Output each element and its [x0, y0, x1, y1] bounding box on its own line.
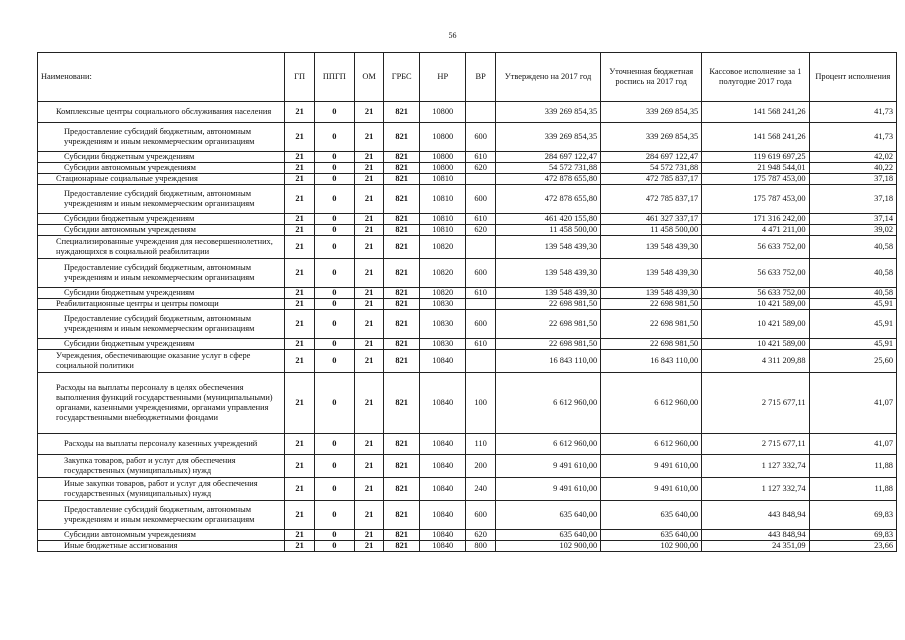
table-row: [38, 501, 897, 530]
cell-gp: 21: [285, 214, 314, 225]
table-row: [38, 299, 897, 310]
cell-percent: 40,58: [809, 288, 896, 299]
table-row: [38, 185, 897, 214]
cell-om: 21: [354, 259, 383, 288]
cell-vr: 620: [466, 530, 495, 541]
cell-ppgp: 0: [314, 478, 354, 501]
cell-om: 21: [354, 501, 383, 530]
cell-specified: 472 785 837,17: [601, 174, 702, 185]
cell-grbs: 821: [384, 185, 420, 214]
cell-approved: 22 698 981,50: [495, 310, 600, 339]
cell-name: Предоставление субсидий бюджетным, автономным учреждениям и иным некоммерческим организациям: [38, 185, 285, 214]
cell-vr: 610: [466, 288, 495, 299]
cell-specified: 6 612 960,00: [601, 434, 702, 455]
cell-om: 21: [354, 123, 383, 152]
cell-gp: 21: [285, 299, 314, 310]
header-cash: Кассовое исполнение за 1 полугодие 2017 года: [702, 53, 809, 102]
cell-specified: 339 269 854,35: [601, 102, 702, 123]
cell-name: Учреждения, обеспечивающие оказание услуг в сфере социальной политики: [38, 350, 285, 373]
cell-np: 10820: [420, 236, 466, 259]
cell-gp: 21: [285, 310, 314, 339]
cell-vr: 620: [466, 163, 495, 174]
cell-gp: 21: [285, 163, 314, 174]
cell-name: Расходы на выплаты персоналу казенных учреждений: [38, 434, 285, 455]
cell-np: 10810: [420, 225, 466, 236]
cell-approved: 6 612 960,00: [495, 434, 600, 455]
cell-name: Предоставление субсидий бюджетным, автономным учреждениям и иным некоммерческим организациям: [38, 310, 285, 339]
header-percent: Процент исполнения: [809, 53, 896, 102]
cell-percent: 41,73: [809, 123, 896, 152]
header-name: Наименовани:: [38, 53, 285, 102]
cell-cash: 2 715 677,11: [702, 434, 809, 455]
table-row: [38, 350, 897, 373]
cell-ppgp: 0: [314, 259, 354, 288]
cell-ppgp: 0: [314, 299, 354, 310]
cell-vr: 600: [466, 310, 495, 339]
cell-grbs: 821: [384, 530, 420, 541]
cell-specified: 472 785 837,17: [601, 185, 702, 214]
cell-name: Предоставление субсидий бюджетным, автономным учреждениям и иным некоммерческим организациям: [38, 123, 285, 152]
cell-gp: 21: [285, 259, 314, 288]
cell-approved: 139 548 439,30: [495, 236, 600, 259]
cell-gp: 21: [285, 123, 314, 152]
cell-name: Субсидии бюджетным учреждениям: [38, 214, 285, 225]
cell-grbs: 821: [384, 373, 420, 434]
cell-approved: 139 548 439,30: [495, 259, 600, 288]
cell-gp: 21: [285, 152, 314, 163]
cell-gp: 21: [285, 225, 314, 236]
cell-specified: 9 491 610,00: [601, 478, 702, 501]
cell-specified: 16 843 110,00: [601, 350, 702, 373]
cell-ppgp: 0: [314, 185, 354, 214]
cell-cash: 10 421 589,00: [702, 339, 809, 350]
cell-ppgp: 0: [314, 102, 354, 123]
table-row: [38, 288, 897, 299]
cell-grbs: 821: [384, 541, 420, 552]
cell-name: Расходы на выплаты персоналу в целях обеспечения выполнения функций государственными (муниципальными) органами, казенными учреждениями, органами управления государственными внебюджетными фондами: [38, 373, 285, 434]
cell-name: Закупка товаров, работ и услуг для обеспечения государственных (муниципальных) нужд: [38, 455, 285, 478]
cell-cash: 21 948 544,01: [702, 163, 809, 174]
cell-np: 10810: [420, 214, 466, 225]
cell-cash: 56 633 752,00: [702, 259, 809, 288]
cell-percent: 37,14: [809, 214, 896, 225]
cell-om: 21: [354, 541, 383, 552]
cell-approved: 284 697 122,47: [495, 152, 600, 163]
cell-grbs: 821: [384, 236, 420, 259]
cell-vr: 610: [466, 152, 495, 163]
cell-grbs: 821: [384, 214, 420, 225]
cell-ppgp: 0: [314, 236, 354, 259]
cell-cash: 2 715 677,11: [702, 373, 809, 434]
table-row: [38, 214, 897, 225]
cell-cash: 56 633 752,00: [702, 288, 809, 299]
cell-gp: 21: [285, 455, 314, 478]
cell-percent: 41,07: [809, 373, 896, 434]
cell-np: 10810: [420, 185, 466, 214]
cell-om: 21: [354, 530, 383, 541]
cell-approved: 472 878 655,80: [495, 174, 600, 185]
cell-gp: 21: [285, 373, 314, 434]
cell-vr: 200: [466, 455, 495, 478]
cell-specified: 635 640,00: [601, 530, 702, 541]
cell-cash: 4 311 209,88: [702, 350, 809, 373]
cell-name: Предоставление субсидий бюджетным, автономным учреждениям и иным некоммерческим организациям: [38, 259, 285, 288]
cell-cash: 1 127 332,74: [702, 478, 809, 501]
cell-ppgp: 0: [314, 455, 354, 478]
cell-vr: 600: [466, 185, 495, 214]
table-row: [38, 236, 897, 259]
cell-grbs: 821: [384, 152, 420, 163]
cell-ppgp: 0: [314, 310, 354, 339]
cell-ppgp: 0: [314, 373, 354, 434]
cell-specified: 139 548 439,30: [601, 288, 702, 299]
cell-name: Иные закупки товаров, работ и услуг для обеспечения государственных (муниципальных) нужд: [38, 478, 285, 501]
cell-ppgp: 0: [314, 225, 354, 236]
cell-specified: 139 548 439,30: [601, 259, 702, 288]
cell-specified: 22 698 981,50: [601, 339, 702, 350]
cell-specified: 102 900,00: [601, 541, 702, 552]
table-row: [38, 541, 897, 552]
cell-ppgp: 0: [314, 174, 354, 185]
cell-grbs: 821: [384, 455, 420, 478]
table-row: [38, 102, 897, 123]
cell-grbs: 821: [384, 339, 420, 350]
cell-grbs: 821: [384, 225, 420, 236]
cell-approved: 22 698 981,50: [495, 299, 600, 310]
cell-cash: 443 848,94: [702, 501, 809, 530]
cell-approved: 102 900,00: [495, 541, 600, 552]
page-number: 56: [448, 31, 457, 40]
cell-vr: 100: [466, 373, 495, 434]
cell-om: 21: [354, 455, 383, 478]
cell-vr: 600: [466, 123, 495, 152]
table-row: [38, 225, 897, 236]
cell-specified: 635 640,00: [601, 501, 702, 530]
cell-gp: 21: [285, 185, 314, 214]
cell-percent: 45,91: [809, 339, 896, 350]
cell-ppgp: 0: [314, 350, 354, 373]
cell-vr: [466, 350, 495, 373]
cell-percent: 42,02: [809, 152, 896, 163]
cell-percent: 69,83: [809, 530, 896, 541]
cell-approved: 9 491 610,00: [495, 478, 600, 501]
cell-approved: 339 269 854,35: [495, 123, 600, 152]
table-row: [38, 174, 897, 185]
cell-vr: 600: [466, 259, 495, 288]
header-grbs: ГРБС: [384, 53, 420, 102]
cell-om: 21: [354, 102, 383, 123]
cell-name: Реабилитационные центры и центры помощи: [38, 299, 285, 310]
cell-percent: 37,18: [809, 174, 896, 185]
cell-om: 21: [354, 350, 383, 373]
cell-om: 21: [354, 478, 383, 501]
cell-percent: 39,02: [809, 225, 896, 236]
cell-om: 21: [354, 236, 383, 259]
cell-approved: 339 269 854,35: [495, 102, 600, 123]
cell-approved: 472 878 655,80: [495, 185, 600, 214]
cell-approved: 16 843 110,00: [495, 350, 600, 373]
cell-cash: 10 421 589,00: [702, 299, 809, 310]
cell-om: 21: [354, 310, 383, 339]
header-vr: ВР: [466, 53, 495, 102]
cell-approved: 635 640,00: [495, 530, 600, 541]
cell-grbs: 821: [384, 350, 420, 373]
cell-name: Субсидии автономным учреждениям: [38, 163, 285, 174]
header-ppgp: ППГП: [314, 53, 354, 102]
header-om: ОМ: [354, 53, 383, 102]
table-row: [38, 478, 897, 501]
cell-cash: 24 351,09: [702, 541, 809, 552]
cell-np: 10840: [420, 350, 466, 373]
cell-grbs: 821: [384, 501, 420, 530]
cell-om: 21: [354, 174, 383, 185]
cell-specified: 22 698 981,50: [601, 310, 702, 339]
header-approved: Утверждено на 2017 год: [495, 53, 600, 102]
cell-ppgp: 0: [314, 288, 354, 299]
header-np: НР: [420, 53, 466, 102]
cell-np: 10840: [420, 455, 466, 478]
cell-grbs: 821: [384, 299, 420, 310]
header-gp: ГП: [285, 53, 314, 102]
cell-om: 21: [354, 373, 383, 434]
cell-cash: 119 619 697,25: [702, 152, 809, 163]
cell-cash: 141 568 241,26: [702, 102, 809, 123]
cell-percent: 45,91: [809, 299, 896, 310]
cell-approved: 54 572 731,88: [495, 163, 600, 174]
cell-approved: 6 612 960,00: [495, 373, 600, 434]
cell-cash: 175 787 453,00: [702, 185, 809, 214]
cell-om: 21: [354, 299, 383, 310]
cell-grbs: 821: [384, 174, 420, 185]
cell-gp: 21: [285, 478, 314, 501]
cell-grbs: 821: [384, 434, 420, 455]
cell-om: 21: [354, 152, 383, 163]
cell-specified: 339 269 854,35: [601, 123, 702, 152]
cell-gp: 21: [285, 501, 314, 530]
cell-percent: 11,88: [809, 455, 896, 478]
table-header-row: [38, 53, 897, 102]
cell-percent: 37,18: [809, 185, 896, 214]
cell-name: Субсидии бюджетным учреждениям: [38, 288, 285, 299]
cell-gp: 21: [285, 530, 314, 541]
cell-cash: 171 316 242,00: [702, 214, 809, 225]
cell-np: 10840: [420, 501, 466, 530]
table-row: [38, 163, 897, 174]
cell-om: 21: [354, 214, 383, 225]
cell-percent: 40,58: [809, 259, 896, 288]
cell-np: 10840: [420, 434, 466, 455]
cell-specified: 54 572 731,88: [601, 163, 702, 174]
cell-grbs: 821: [384, 259, 420, 288]
cell-percent: 69,83: [809, 501, 896, 530]
table-row: [38, 310, 897, 339]
cell-name: Субсидии автономным учреждениям: [38, 225, 285, 236]
cell-vr: 110: [466, 434, 495, 455]
cell-percent: 40,22: [809, 163, 896, 174]
table-row: [38, 530, 897, 541]
table-row: [38, 339, 897, 350]
cell-gp: 21: [285, 339, 314, 350]
table-row: [38, 152, 897, 163]
cell-name: Субсидии автономным учреждениям: [38, 530, 285, 541]
table-row: [38, 455, 897, 478]
budget-table: [37, 52, 897, 552]
table-row: [38, 259, 897, 288]
cell-ppgp: 0: [314, 530, 354, 541]
cell-vr: [466, 174, 495, 185]
cell-vr: 600: [466, 501, 495, 530]
cell-gp: 21: [285, 174, 314, 185]
cell-ppgp: 0: [314, 152, 354, 163]
cell-approved: 22 698 981,50: [495, 339, 600, 350]
cell-specified: 9 491 610,00: [601, 455, 702, 478]
cell-name: Специализированные учреждения для несовершеннолетних, нуждающихся в социальной реабилитации: [38, 236, 285, 259]
cell-ppgp: 0: [314, 434, 354, 455]
cell-om: 21: [354, 185, 383, 214]
table-row: [38, 373, 897, 434]
cell-ppgp: 0: [314, 123, 354, 152]
cell-np: 10800: [420, 163, 466, 174]
cell-specified: 461 327 337,17: [601, 214, 702, 225]
cell-approved: 635 640,00: [495, 501, 600, 530]
cell-vr: 610: [466, 339, 495, 350]
cell-np: 10800: [420, 152, 466, 163]
cell-np: 10830: [420, 310, 466, 339]
cell-approved: 139 548 439,30: [495, 288, 600, 299]
cell-gp: 21: [285, 541, 314, 552]
cell-gp: 21: [285, 102, 314, 123]
cell-grbs: 821: [384, 102, 420, 123]
cell-ppgp: 0: [314, 541, 354, 552]
cell-gp: 21: [285, 236, 314, 259]
cell-percent: 45,91: [809, 310, 896, 339]
cell-ppgp: 0: [314, 501, 354, 530]
cell-approved: 11 458 500,00: [495, 225, 600, 236]
cell-specified: 284 697 122,47: [601, 152, 702, 163]
cell-grbs: 821: [384, 288, 420, 299]
cell-cash: 175 787 453,00: [702, 174, 809, 185]
table-row: [38, 123, 897, 152]
cell-np: 10800: [420, 123, 466, 152]
cell-cash: 4 471 211,00: [702, 225, 809, 236]
cell-name: Иные бюджетные ассигнования: [38, 541, 285, 552]
cell-ppgp: 0: [314, 339, 354, 350]
cell-cash: 10 421 589,00: [702, 310, 809, 339]
cell-om: 21: [354, 288, 383, 299]
cell-ppgp: 0: [314, 163, 354, 174]
cell-specified: 139 548 439,30: [601, 236, 702, 259]
cell-gp: 21: [285, 434, 314, 455]
cell-om: 21: [354, 163, 383, 174]
cell-np: 10820: [420, 259, 466, 288]
cell-cash: 1 127 332,74: [702, 455, 809, 478]
cell-np: 10830: [420, 299, 466, 310]
cell-np: 10840: [420, 478, 466, 501]
cell-vr: [466, 102, 495, 123]
cell-np: 10840: [420, 541, 466, 552]
cell-vr: [466, 299, 495, 310]
cell-gp: 21: [285, 350, 314, 373]
cell-cash: 443 848,94: [702, 530, 809, 541]
cell-specified: 11 458 500,00: [601, 225, 702, 236]
cell-gp: 21: [285, 288, 314, 299]
cell-percent: 40,58: [809, 236, 896, 259]
cell-vr: [466, 236, 495, 259]
table-row: [38, 434, 897, 455]
cell-vr: 800: [466, 541, 495, 552]
cell-np: 10810: [420, 174, 466, 185]
cell-approved: 9 491 610,00: [495, 455, 600, 478]
cell-percent: 41,07: [809, 434, 896, 455]
header-specified: Уточненная бюджетная роспись на 2017 год: [601, 53, 702, 102]
cell-np: 10800: [420, 102, 466, 123]
cell-grbs: 821: [384, 163, 420, 174]
cell-np: 10840: [420, 373, 466, 434]
cell-vr: 240: [466, 478, 495, 501]
cell-cash: 56 633 752,00: [702, 236, 809, 259]
cell-om: 21: [354, 339, 383, 350]
cell-percent: 11,88: [809, 478, 896, 501]
cell-specified: 6 612 960,00: [601, 373, 702, 434]
cell-grbs: 821: [384, 310, 420, 339]
cell-name: Субсидии бюджетным учреждениям: [38, 339, 285, 350]
cell-np: 10840: [420, 530, 466, 541]
cell-name: Субсидии бюджетным учреждениям: [38, 152, 285, 163]
cell-vr: 610: [466, 214, 495, 225]
cell-np: 10830: [420, 339, 466, 350]
cell-name: Предоставление субсидий бюджетным, автономным учреждениям и иным некоммерческим организациям: [38, 501, 285, 530]
cell-name: Комплексные центры социального обслуживания населения: [38, 102, 285, 123]
cell-grbs: 821: [384, 123, 420, 152]
cell-percent: 41,73: [809, 102, 896, 123]
cell-percent: 23,66: [809, 541, 896, 552]
cell-np: 10820: [420, 288, 466, 299]
cell-vr: 620: [466, 225, 495, 236]
cell-om: 21: [354, 434, 383, 455]
cell-percent: 25,60: [809, 350, 896, 373]
cell-cash: 141 568 241,26: [702, 123, 809, 152]
cell-ppgp: 0: [314, 214, 354, 225]
cell-name: Стационарные социальные учреждения: [38, 174, 285, 185]
cell-om: 21: [354, 225, 383, 236]
cell-specified: 22 698 981,50: [601, 299, 702, 310]
cell-approved: 461 420 155,80: [495, 214, 600, 225]
cell-grbs: 821: [384, 478, 420, 501]
